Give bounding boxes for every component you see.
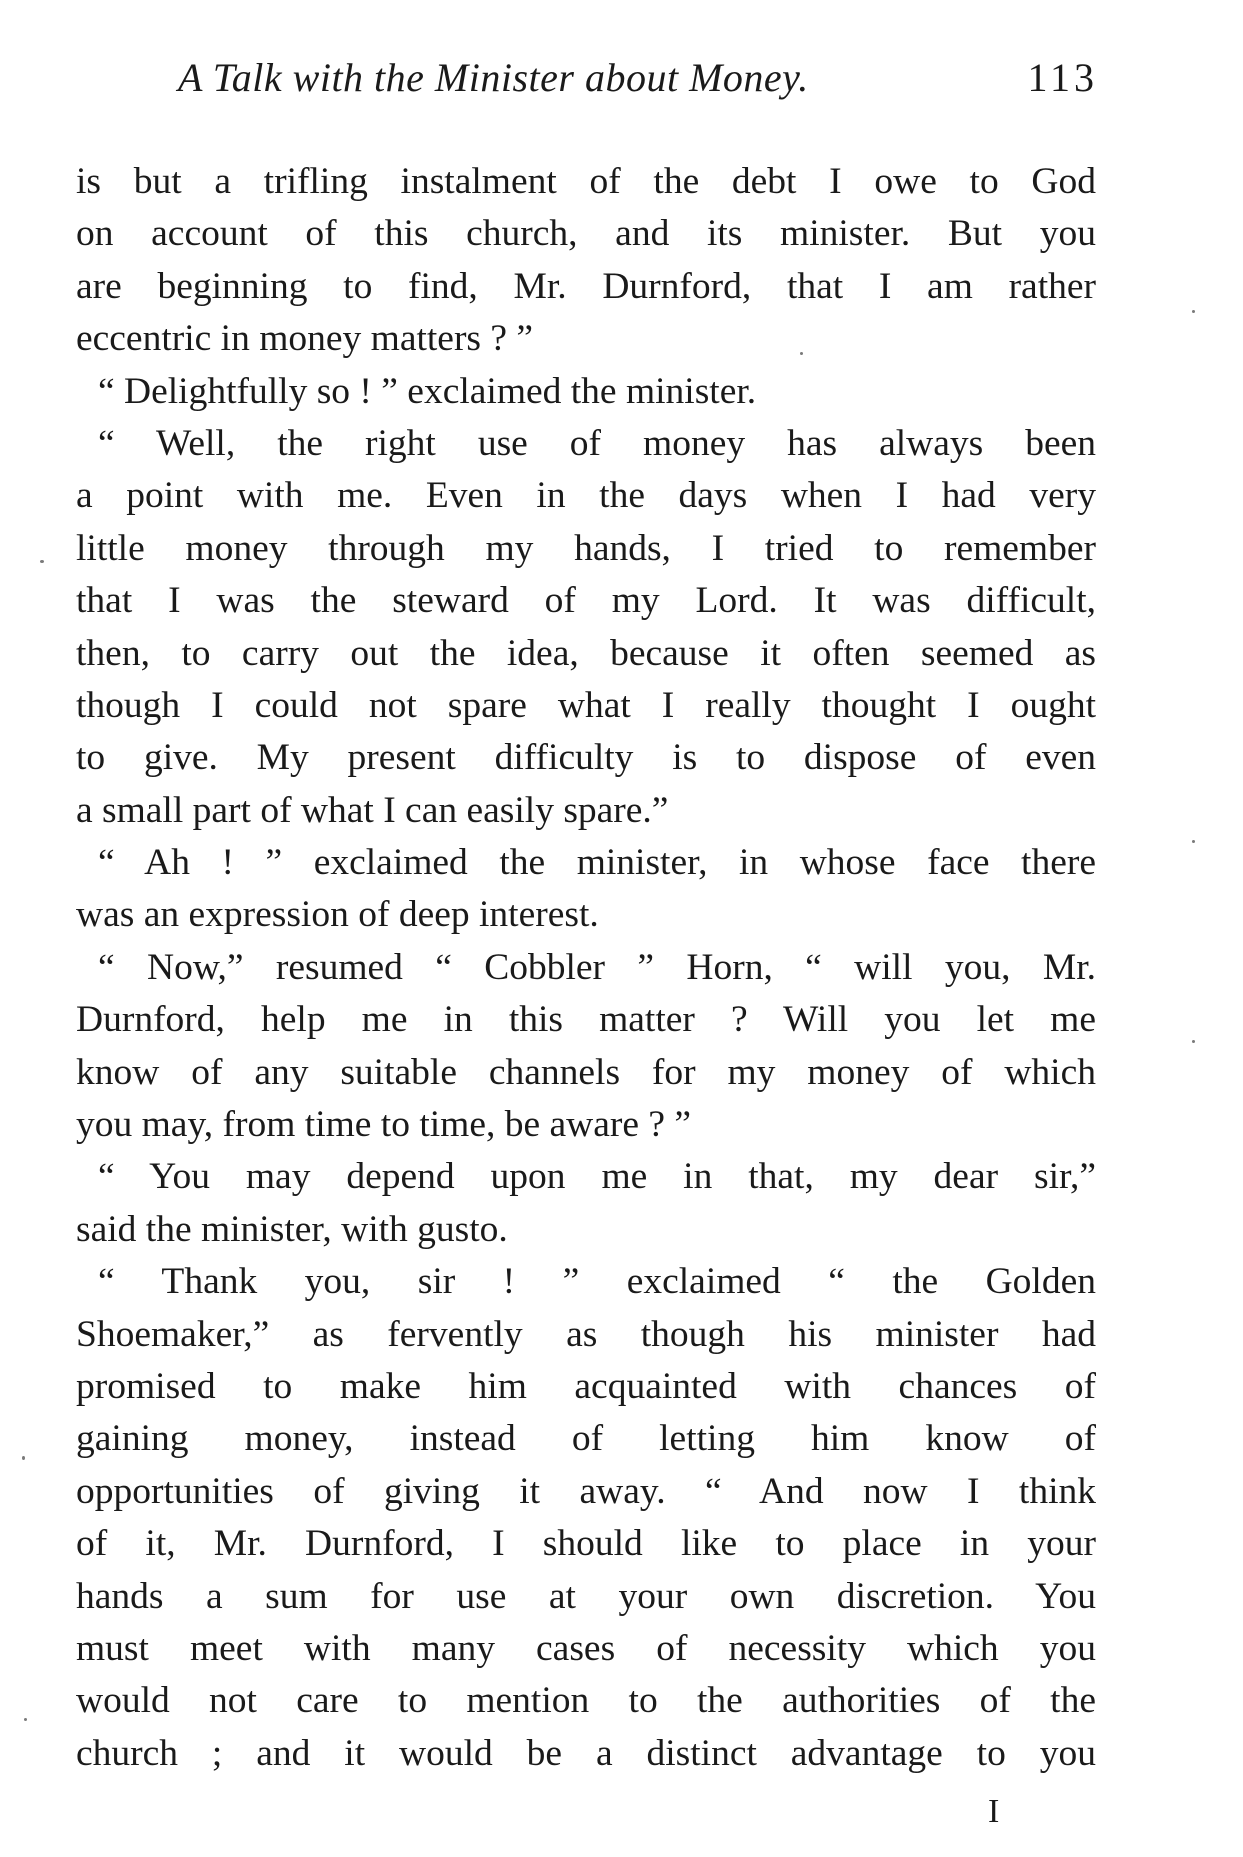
running-title: A Talk with the Minister about Money.: [178, 55, 809, 100]
text-line: though I could not spare what I really thought I ought: [76, 684, 1096, 726]
body-text: [76, 156, 1096, 1780]
text-line: then, to carry out the idea, because it often seemed as: [76, 632, 1096, 674]
scan-speck: [1192, 310, 1195, 313]
scan-speck: [1192, 840, 1195, 843]
text-line: Shoemaker,” as fervently as though his minister had: [76, 1313, 1096, 1355]
text-line: little money through my hands, I tried to remember: [76, 527, 1096, 569]
text-line: must meet with many cases of necessity which you: [76, 1627, 1096, 1669]
text-line: to give. My present difficulty is to dispose of even: [76, 737, 1096, 779]
text-line: church ; and it would be a distinct advantage to you: [76, 1732, 1096, 1774]
text-line: opportunities of giving it away. “ And now I think: [76, 1470, 1096, 1512]
text-line: “ Well, the right use of money has always been: [98, 422, 1096, 464]
text-line: on account of this church, and its minister. But you: [76, 213, 1096, 255]
text-line: said the minister, with gusto.: [76, 1208, 508, 1250]
running-head: [168, 50, 1098, 106]
scan-speck: [22, 1456, 25, 1460]
scan-speck: [24, 1718, 27, 1721]
text-line: “ You may depend upon me in that, my dear sir,”: [98, 1156, 1096, 1198]
text-line: you may, from time to time, be aware ? ”: [76, 1104, 692, 1146]
text-line: a small part of what I can easily spare.”: [76, 789, 669, 831]
signature-mark: I: [988, 1793, 1000, 1830]
scan-speck: [800, 352, 803, 355]
text-line: “ Now,” resumed “ Cobbler ” Horn, “ will you, Mr.: [98, 946, 1096, 988]
text-line: a point with me. Even in the days when I had very: [76, 475, 1096, 517]
text-line: are beginning to find, Mr. Durnford, that I am rather: [76, 265, 1096, 307]
text-line: gaining money, instead of letting him know of: [76, 1418, 1096, 1460]
text-line: is but a trifling instalment of the debt I owe to God: [76, 161, 1096, 202]
text-line: know of any suitable channels for my money of which: [76, 1051, 1096, 1093]
scan-speck: [40, 560, 44, 563]
text-line: Durnford, help me in this matter ? Will you let me: [76, 999, 1096, 1041]
scan-speck: [1192, 1040, 1195, 1043]
text-line: would not care to mention to the authorities of the: [76, 1680, 1096, 1722]
text-line: eccentric in money matters ? ”: [76, 318, 534, 360]
text-line: hands a sum for use at your own discretion. You: [76, 1575, 1096, 1617]
text-line: “ Ah ! ” exclaimed the minister, in whose face there: [98, 842, 1096, 884]
text-line: of it, Mr. Durnford, I should like to place in your: [76, 1523, 1096, 1565]
text-line: that I was the steward of my Lord. It was difficult,: [76, 580, 1096, 622]
text-line: “ Delightfully so ! ” exclaimed the minister.: [98, 370, 757, 412]
page-number: 113: [1027, 55, 1098, 100]
text-line: promised to make him acquainted with chances of: [76, 1365, 1096, 1407]
text-line: was an expression of deep interest.: [76, 894, 599, 936]
text-line: “ Thank you, sir ! ” exclaimed “ the Golden: [98, 1261, 1096, 1303]
